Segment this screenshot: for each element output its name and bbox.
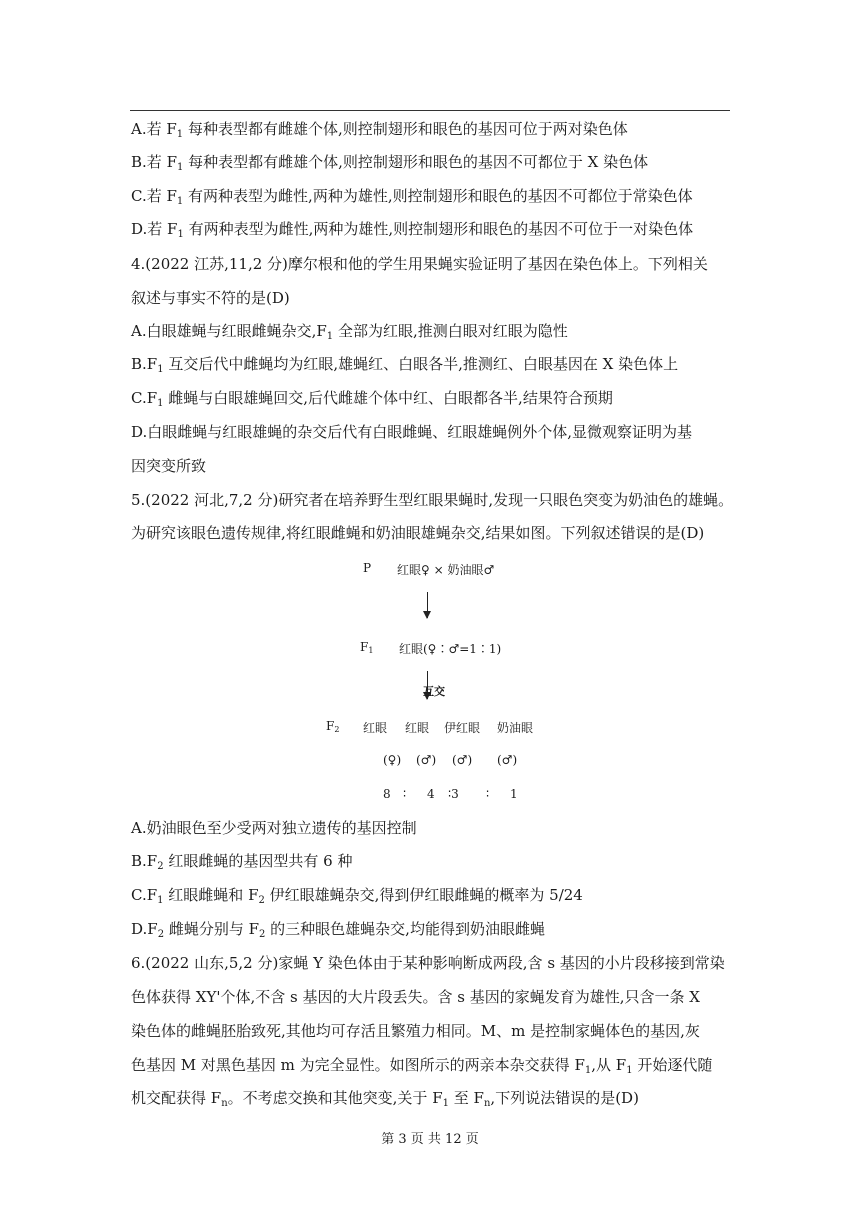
q3-option-a: A.若 $F_1$ 每种表型都有雌雄个体,则控制翅形和眼色的基因可位于两对染色体 [131,120,628,140]
q4-option-b: $B.F_1$ 互交后代中雌蝇均为红眼,雄蝇红、白眼各半,推测红、白眼基因在 X 染色体上 [131,355,679,375]
q5-stem-line2: 为研究该眼色遗传规律,将红眼雌蝇和奶油眼雄蝇杂交,结果如图。下列叙述错误的是(D) [131,524,705,542]
q3-option-d: D.若 $F_1$ 有两种表型为雌性,两种为雄性,则控制翅形和眼色的基因不可位于一对染色体 [131,220,694,240]
q5-option-b: $B.F_2$ 红眼雌蝇的基因型共有 6 种 [131,852,353,872]
q5-stem-line1: 5.(2022 河北,7,2 分)研究者在培养野生型红眼果蝇时,发现一只眼色突变为奶油色的雄蝇。 [131,491,734,509]
f2-ratio-value: ∶3 [448,787,459,801]
p-cross-text: 红眼♀ × 奶油眼♂ [397,563,495,577]
f2-ratio-value: 4 [427,787,435,801]
q6-stem-line1: 6.(2022 山东,5,2 分)家蝇 Y 染色体由于某种影响断成两段,含 s 基因的小片段移接到常染 [131,954,725,972]
f2-ratio-value: 1 [510,787,518,801]
f2-sex: (♀) [383,753,402,767]
q4-option-d-line2: 因突变所致 [131,457,207,475]
f2-ratio-value: 8 [383,787,391,801]
p-generation-label: P [363,561,372,575]
f2-phenotype: 奶油眼 [497,721,534,735]
f2-sex: (♂) [416,753,437,767]
f2-phenotype: 伊红眼 [444,721,481,735]
f1-generation-label: $F_1$ [360,640,374,655]
f2-phenotype: 红眼 [363,721,388,735]
q5-option-c: $C.F_1$ 红眼雌蝇和 $F_2$ 伊红眼雄蝇杂交,得到伊红眼雌蝇的概率为 5/24 [131,886,583,906]
f2-sex: (♂) [497,753,518,767]
q6-stem-line2: 色体获得 XY'个体,不含 s 基因的大片段丢失。含 s 基因的家蝇发育为雄性,只含一条 X [131,988,700,1006]
q4-option-d-line1: D.白眼雌蝇与红眼雄蝇的杂交后代有白眼雌蝇、红眼雄蝇例外个体,显微观察证明为基 [131,423,693,441]
q4-stem-line1: 4.(2022 江苏,11,2 分)摩尔根和他的学生用果蝇实验证明了基因在染色体上。下列相关 [131,255,708,273]
f2-phenotype: 红眼 [405,721,430,735]
intercross-label: 互交 [423,685,445,698]
q5-option-a: A.奶油眼色至少受两对独立遗传的基因控制 [131,819,417,837]
f2-generation-label: $F_2$ [326,719,340,734]
q4-stem-line2: 叙述与事实不符的是(D) [131,289,290,307]
q5-option-d: $D.F_2$ 雌蝇分别与 $F_2$ 的三种眼色雄蝇杂交,均能得到奶油眼雌蝇 [131,920,545,940]
f2-ratio-separator: ∶ [486,787,490,801]
q3-option-b: B.若 $F_1$ 每种表型都有雌雄个体,则控制翅形和眼色的基因不可都位于 X 染色体 [131,153,649,173]
arrow-p-to-f1 [427,592,428,618]
f2-ratio-separator: ∶ [403,787,407,801]
page-footer: 第 3 页 共 12 页 [381,1132,479,1147]
f2-sex: (♂) [452,753,473,767]
q6-stem-line4: 色基因 M 对黑色基因 m 为完全显性。如图所示的两亲本杂交获得 $F_1$,从 $F_1$ 开始逐代随 [131,1056,713,1076]
q4-option-c: $C.F_1$ 雌蝇与白眼雄蝇回交,后代雌雄个体中红、白眼都各半,结果符合预期 [131,389,613,409]
q3-option-c: C.若 $F_1$ 有两种表型为雌性,两种为雄性,则控制翅形和眼色的基因不可都位于常染色体 [131,187,693,207]
q6-stem-line3: 染色体的雌蝇胚胎致死,其他均可存活且繁殖力相同。M、m 是控制家蝇体色的基因,灰 [131,1022,700,1040]
header-rule [130,110,730,111]
q4-option-a: A.白眼雄蝇与红眼雌蝇杂交$,F_1$ 全部为红眼,推测白眼对红眼为隐性 [131,322,568,342]
q6-stem-line5: 机交配获得 $F_n$。不考虑交换和其他突变,关于 $F_1$ 至 $F_n$,下列说法错误的是(D) [131,1089,639,1109]
f1-result-text: 红眼(♀∶♂=1∶1) [399,642,502,656]
